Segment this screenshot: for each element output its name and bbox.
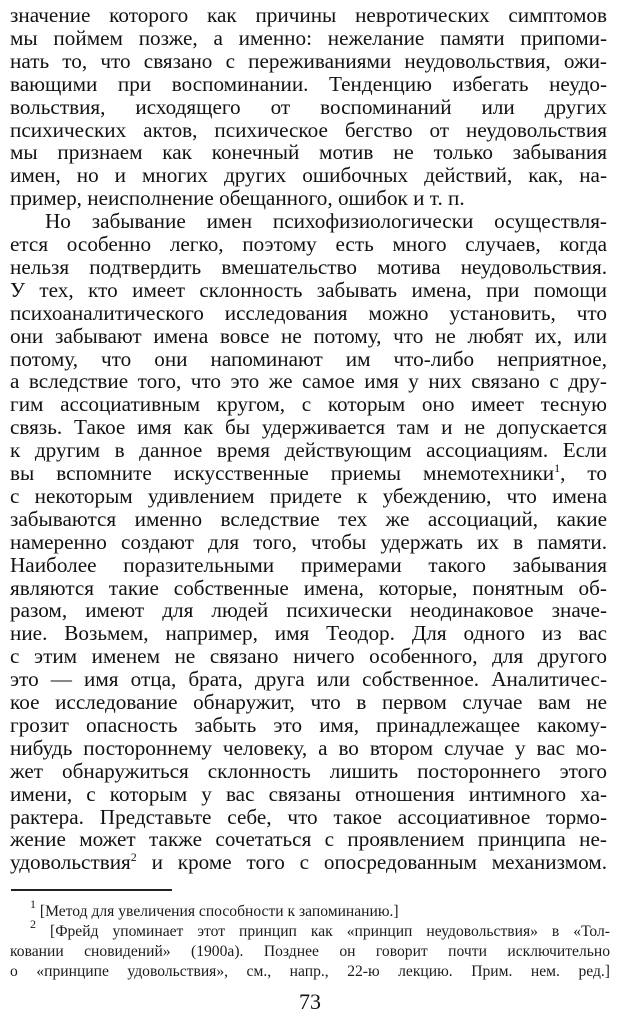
text-line: нать то, что связано с переживаниями неудовольствия, ожи- [10,48,607,73]
text-line: Наиболее поразительными примерами такого забывания [10,552,607,577]
text-line: разом, имеют для людей психически неодинаковое значе- [10,598,607,623]
text-line: психических актов, психическое бегство от неудовольствия [10,117,607,142]
text-line: намеренно создают для того, чтобы удержать их в памяти. [10,529,607,554]
footnote-text-line: о «принципе удовольствия», см., напр., 22-ю лекцию. Прим. нем. ред.] [10,963,610,980]
text-line: ние. Возьмем, например, имя Теодор. Для одного из вас [10,621,607,646]
footnote-text: [Метод для увеличения способности к запоминанию.] [39,903,399,920]
text-line: связь. Такое имя как бы удерживается там и не допускается [10,415,607,440]
text-line: потому, что они напоминают им что-либо неприятное, [10,346,607,371]
text-line: являются такие собственные имена, которые, понятным об- [10,575,607,600]
footnote-1 [30,897,610,922]
text-line: жет обнаружиться склонность лишить постороннего этого [10,758,607,783]
text-line: значение которого как причины невротических симптомов [10,3,607,27]
text-line: вающими при воспоминании. Тенденцию избегать неудо- [10,71,607,96]
text-line: с некоторым удивлением придете к убеждению, что имена [10,483,607,508]
footnote-ref-1: 1 [554,461,561,475]
text-line: нельзя подтвердить вмешательство мотива неудовольствия. [10,254,607,279]
text-line: гим ассоциативным кругом, с которым оно имеет тесную [10,392,607,417]
text-line: жение может также сочетаться с проявлением принципа не- [10,827,607,852]
text-segment: и кроме того с опосредованным механизмом. [151,850,607,875]
text-line: с этим именем не связано ничего особенного, для другого [10,644,607,669]
text-line: кое исследование обнаружит, что в первом случае вам не [10,690,607,714]
text-segment: удовольствия [10,850,131,875]
text-line: они забывают имена вовсе не потому, что не любят их, или [10,323,607,348]
text-line-with-footnote-1 [10,461,607,485]
footnote-ref-2: 2 [130,850,137,865]
text-line: психоаналитического исследования можно установить, что [10,300,607,325]
text-line: имени, с которым у вас связаны отношения интимного ха- [10,781,607,806]
text-line: это — имя отца, брата, друга или собственное. Аналитичес- [10,667,607,692]
footnote-marker-1: 1 [30,897,36,911]
footnote-2 [30,917,610,942]
text-line: грозит опасность забыть это имя, принадлежащее какому- [10,712,607,737]
text-line: пример, неисполнение обещанного, ошибок и т. п. [10,186,465,211]
text-line: забываются именно вследствие тех же ассоциаций, какие [10,506,607,531]
text-line: к другим в данное время действующим ассоциациям. Если [10,438,607,463]
text-line: а вследствие того, что это же самое имя у них связано с дру- [10,369,607,394]
footnote-marker-2: 2 [30,917,36,931]
text-line: У тех, кто имеет склонность забывать имена, при помощи [10,277,607,302]
text-line: мы поймем позже, а именно: нежелание памяти припоми- [10,25,607,50]
paragraph-start-line: Но забывание имен психофизиологически осуществля- [45,209,607,234]
text-line: имен, но и многих других ошибочных действий, как, на- [10,163,607,188]
text-line: ется особенно легко, поэтому есть много случаев, когда [10,232,607,256]
text-segment: , то [560,461,607,485]
text-line-with-footnote-2 [10,850,607,874]
text-line: мы признаем как конечный мотив не только забывания [10,140,607,165]
text-line: вольствия, исходящего от воспоминаний или других [10,94,607,119]
text-line: нибудь постороннему человеку, а во втором случае у вас мо- [10,735,607,760]
footnote-text: [Фрейд упоминает этот принцип как «принцип неудовольствия» в «Тол- [50,923,610,940]
text-line: рактера. Представьте себе, что такое ассоциативное тормо- [10,804,607,829]
page-number: 73 [299,989,321,1014]
footnote-separator [11,889,172,891]
footnote-text-line: ковании сновидений» (1900a). Позднее он говорит почти исключительно [10,943,610,960]
text-segment: вы вспомните искусственные приемы мнемотехники [10,461,555,485]
